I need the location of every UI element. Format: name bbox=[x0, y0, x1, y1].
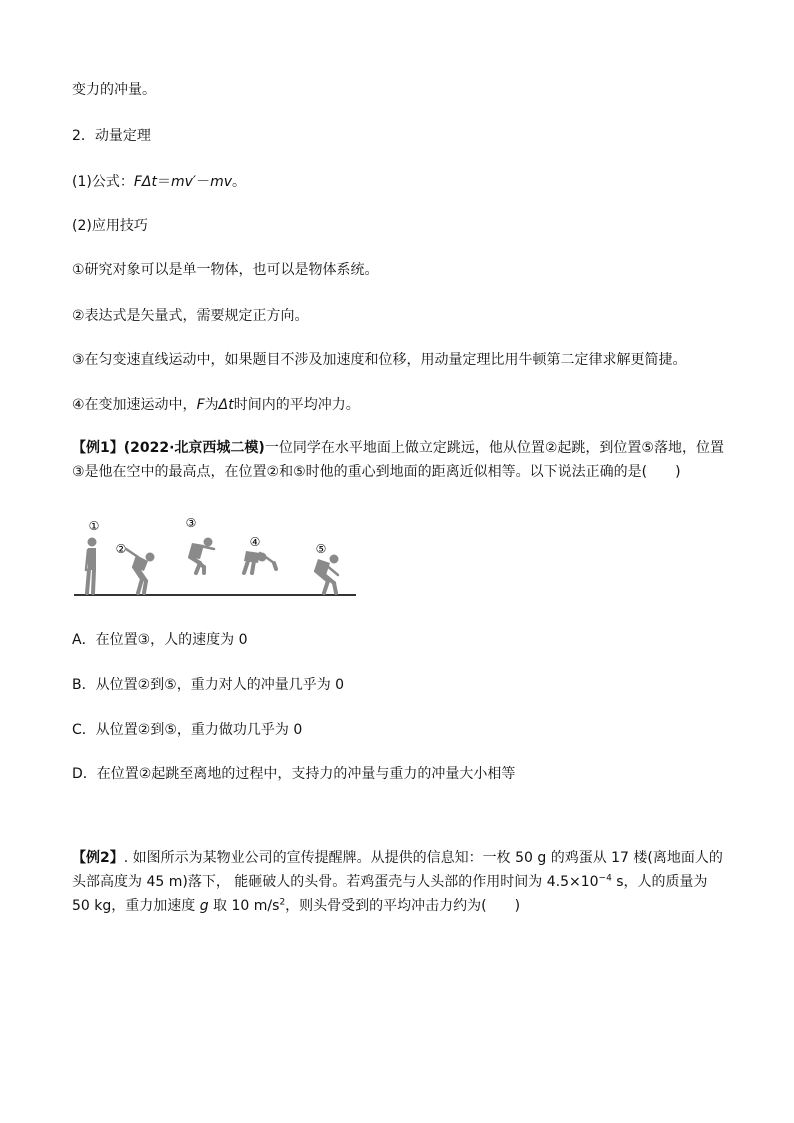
formula-mv2: mv bbox=[210, 174, 233, 190]
formula-end: 。 bbox=[232, 174, 247, 190]
tip-2: ②表达式是矢量式，需要规定正方向。 bbox=[72, 308, 309, 324]
formula-minus: － bbox=[196, 174, 211, 190]
example-1-source: (2022·北京西城二模) bbox=[123, 440, 265, 456]
tip-4-post: 时间内的平均冲力。 bbox=[233, 397, 360, 413]
example-1-tag: 【例1】 bbox=[72, 440, 124, 456]
tip-3: ③在匀变速直线运动中，如果题目不涉及加速度和位移，用动量定理比用牛顿第二定律求解更简捷。 bbox=[72, 352, 687, 368]
formula-label: (1)公式： bbox=[72, 174, 134, 190]
intro-tail: 变力的冲量。 bbox=[72, 82, 156, 98]
tip-4 bbox=[72, 395, 360, 415]
example-2-text-c: 取 10 m/s bbox=[208, 898, 280, 914]
example-2-sq: 2 bbox=[279, 897, 286, 908]
person-landing-icon bbox=[314, 555, 339, 594]
tip-4-dt: Δt bbox=[218, 397, 234, 413]
tip-4-pre: ④在变加速运动中， bbox=[72, 397, 197, 413]
formula-eq: ＝ bbox=[156, 174, 171, 190]
formula-F: F bbox=[133, 174, 142, 190]
option-b: B．从位置②到⑤，重力对人的冲量几乎为 0 bbox=[72, 677, 345, 693]
example-2-g: g bbox=[199, 898, 209, 914]
tip-1: ①研究对象可以是单一物体，也可以是物体系统。 bbox=[72, 262, 379, 278]
tips-heading: (2)应用技巧 bbox=[72, 218, 148, 234]
person-standing-icon bbox=[86, 538, 97, 594]
person-descending-icon bbox=[244, 551, 276, 573]
option-c: C．从位置②到⑤，重力做功几乎为 0 bbox=[72, 722, 303, 738]
example-2-stem bbox=[72, 846, 726, 918]
figure-label-5: ⑤ bbox=[315, 542, 327, 556]
formula-line bbox=[72, 172, 246, 192]
figure-label-2: ② bbox=[115, 542, 127, 556]
tip-4-F: F bbox=[196, 397, 205, 413]
formula-mv1: mv′ bbox=[170, 174, 197, 190]
long-jump-figure bbox=[72, 515, 362, 600]
figure-label-3: ③ bbox=[185, 516, 197, 530]
example-2-text-b: s，人的质量为 50 kg，重力加速度 bbox=[72, 874, 708, 914]
section-heading: 2．动量定理 bbox=[72, 128, 151, 144]
example-2-tag: 【例2】 bbox=[72, 850, 124, 866]
example-2-text-d: ，则头骨受到的平均冲击力约为( ) bbox=[285, 898, 521, 914]
figure-label-1: ① bbox=[88, 519, 100, 533]
example-1-text: 一位同学在水平地面上做立定跳远，他从位置②起跳，到位置⑤落地，位置③是他在空中的最高点，在位置②和⑤时他的重心到地面的距离近似相等。以下说法正确的是( ) bbox=[72, 440, 724, 480]
person-crouch-icon bbox=[126, 549, 155, 593]
example-1-stem bbox=[72, 436, 732, 484]
option-a: A．在位置③，人的速度为 0 bbox=[72, 632, 248, 648]
formula-dt: Δt bbox=[141, 174, 157, 190]
tip-4-mid: 为 bbox=[204, 397, 219, 413]
figure-label-4: ④ bbox=[249, 535, 261, 549]
option-d: D．在位置②起跳至离地的过程中，支持力的冲量与重力的冲量大小相等 bbox=[72, 766, 516, 782]
example-2-exp: −4 bbox=[598, 873, 612, 884]
person-airborne-icon bbox=[188, 538, 214, 574]
example-2-text-a: . 如图所示为某物业公司的宣传提醒牌。从提供的信息知：一枚 50 g 的鸡蛋从 17 楼(离地面人的头部高度为 45 m)落下， 能砸破人的头骨。若鸡蛋壳与人头部的作用时间为 4.5×10 bbox=[72, 850, 723, 890]
